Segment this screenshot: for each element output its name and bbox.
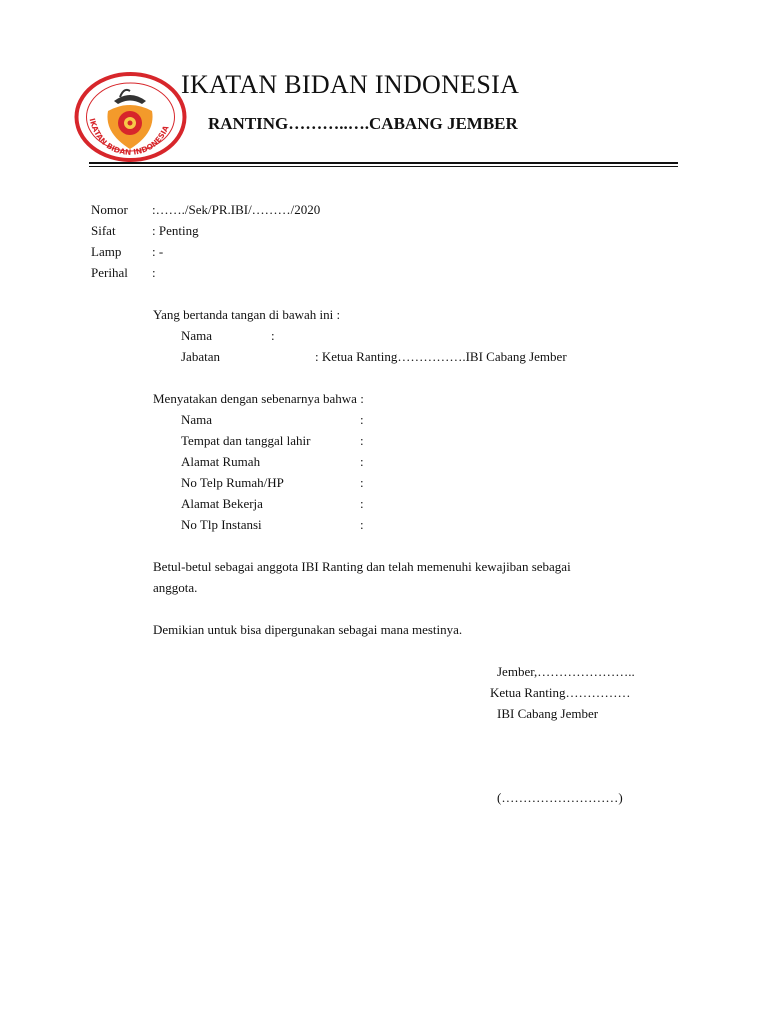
field-label-alamat-bekerja: Alamat Bekerja <box>181 496 263 511</box>
meta-label-sifat: Sifat <box>91 223 116 238</box>
field-label-alamat-rumah: Alamat Rumah <box>181 454 261 469</box>
meta-value-sifat: : Penting <box>152 223 199 238</box>
ibi-logo <box>74 71 187 163</box>
signer-position-label: Jabatan <box>181 349 220 364</box>
body-line-2: anggota. <box>153 580 198 595</box>
meta-value-nomor: :……./Sek/PR.IBI/………/2020 <box>152 202 321 217</box>
field-colon-nama: : <box>360 412 364 427</box>
signature-name-placeholder: (………………………) <box>497 790 623 805</box>
field-label-tlp-instansi: No Tlp Instansi <box>181 517 262 532</box>
org-subtitle: RANTING………..….CABANG JEMBER <box>208 114 518 133</box>
meta-label-nomor: Nomor <box>91 202 128 217</box>
meta-value-lamp: : - <box>152 244 164 259</box>
intro-text: Yang bertanda tangan di bawah ini : <box>153 307 341 322</box>
closing-text: Demikian untuk bisa dipergunakan sebagai mana mestinya. <box>153 622 463 637</box>
field-colon-tlp-instansi: : <box>360 517 364 532</box>
signature-branch: IBI Cabang Jember <box>497 706 599 721</box>
meta-value-perihal: : <box>152 265 156 280</box>
field-label-nama: Nama <box>181 412 213 427</box>
signer-name-colon: : <box>271 328 275 343</box>
meta-label-lamp: Lamp <box>91 244 122 259</box>
signer-name-label: Nama <box>181 328 213 343</box>
field-colon-telp: : <box>360 475 364 490</box>
signature-place-date: Jember,………………….. <box>497 664 635 679</box>
field-colon-alamat-rumah: : <box>360 454 364 469</box>
header-divider-thin <box>89 166 678 167</box>
meta-label-perihal: Perihal <box>91 265 128 280</box>
signer-position-value: : Ketua Ranting…………….IBI Cabang Jember <box>315 349 567 364</box>
body-line-1: Betul-betul sebagai anggota IBI Ranting dan telah memenuhi kewajiban sebagai <box>153 559 571 574</box>
statement-text: Menyatakan dengan sebenarnya bahwa : <box>153 391 364 406</box>
logo-ring-text: IKATAN BIDAN INDONESIA <box>87 117 171 158</box>
header-divider <box>89 162 678 164</box>
field-label-ttl: Tempat dan tanggal lahir <box>181 433 311 448</box>
signature-role: Ketua Ranting…………… <box>490 685 631 700</box>
field-label-telp: No Telp Rumah/HP <box>181 475 284 490</box>
field-colon-alamat-bekerja: : <box>360 496 364 511</box>
org-title: IKATAN BIDAN INDONESIA <box>181 70 520 99</box>
field-colon-ttl: : <box>360 433 364 448</box>
